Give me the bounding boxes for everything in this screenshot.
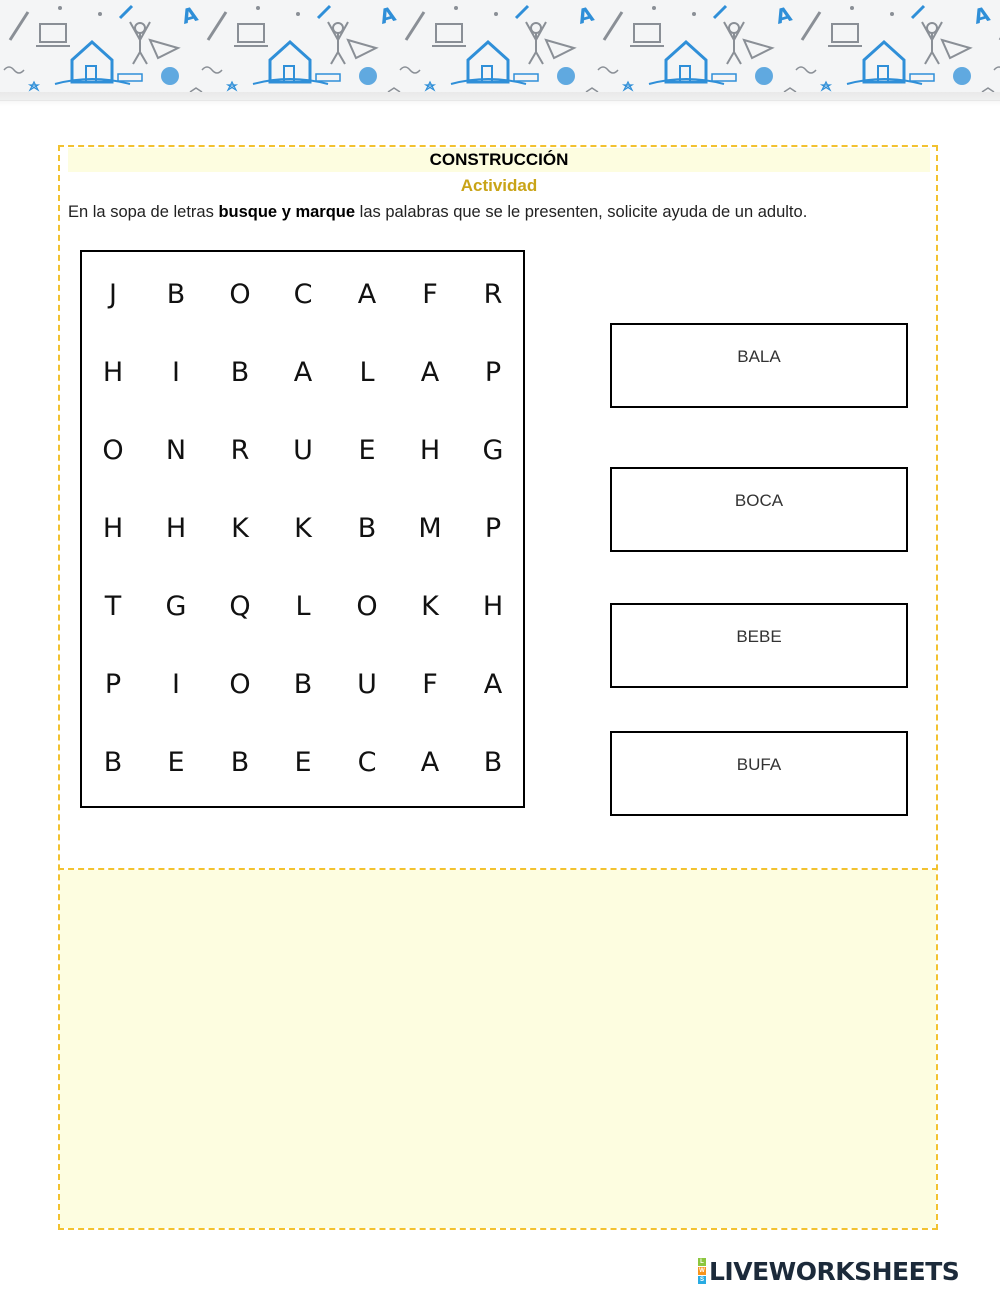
doodle-shape	[270, 42, 310, 82]
grid-row	[82, 490, 523, 568]
page-title: CONSTRUCCIÓN	[429, 150, 569, 169]
grid-letter[interactable]: U	[357, 669, 377, 700]
doodle-shape	[256, 6, 260, 10]
grid-letter[interactable]: K	[294, 513, 312, 544]
doodle-shape	[72, 42, 112, 82]
word-label: BUFA	[736, 755, 782, 774]
grid-letter[interactable]: I	[172, 669, 180, 700]
doodle-shape	[135, 23, 145, 33]
word-box-bala[interactable]	[610, 323, 908, 408]
grid-row	[82, 646, 523, 724]
grid-row	[82, 334, 523, 412]
grid-letter[interactable]: F	[422, 279, 438, 310]
grid-letter[interactable]: I	[172, 357, 180, 388]
doodle-shape	[333, 23, 343, 33]
logo-block-w: W	[699, 1268, 705, 1274]
grid-letter[interactable]: O	[356, 591, 378, 622]
doodle-shape	[130, 22, 150, 64]
grid-letter[interactable]: Q	[229, 591, 251, 622]
doodle-shape	[910, 74, 934, 81]
doodle-shape	[120, 6, 132, 18]
grid-letter[interactable]: M	[418, 513, 442, 544]
grid-letter[interactable]: B	[230, 747, 250, 778]
doodle-shape	[98, 12, 102, 16]
doodle-shape	[318, 6, 330, 18]
grid-letter[interactable]: O	[229, 279, 251, 310]
doodle-shape	[692, 12, 696, 16]
logo-block-l: L	[698, 1258, 706, 1266]
grid-letter[interactable]: P	[104, 669, 122, 700]
grid-letter[interactable]: H	[102, 513, 124, 544]
doodle-shape	[468, 42, 508, 82]
doodle-shape	[514, 74, 538, 81]
activity-subtitle: Actividad	[460, 176, 538, 195]
grid-letter[interactable]: A	[357, 279, 377, 310]
grid-row	[82, 412, 523, 490]
doodle-shape	[150, 40, 178, 58]
grid-letter[interactable]: N	[165, 435, 187, 466]
doodle-shape	[666, 42, 706, 82]
doodle-shape	[328, 22, 348, 64]
doodle-shape	[796, 67, 816, 73]
doodle-shape	[4, 67, 24, 73]
answer-area[interactable]	[60, 870, 936, 1228]
doodle-shape	[729, 23, 739, 33]
doodle-shape	[118, 74, 142, 81]
doodle-shape	[634, 24, 660, 42]
doodle-shape	[400, 67, 420, 73]
grid-letter[interactable]: A	[420, 357, 440, 388]
doodle-shape	[624, 82, 632, 90]
grid-letter[interactable]: H	[102, 357, 124, 388]
doodle-shape	[228, 82, 236, 90]
doodle-pattern-icon	[0, 0, 1000, 100]
doodle-shape	[712, 74, 736, 81]
logo-block-s: S	[699, 1277, 704, 1283]
grid-letter[interactable]: B	[230, 357, 250, 388]
grid-row	[82, 568, 523, 646]
grid-letter[interactable]: E	[358, 435, 376, 466]
grid-letter[interactable]: P	[484, 357, 502, 388]
instructions-text-start: En la sopa de letras	[68, 203, 219, 221]
grid-letter[interactable]: R	[230, 435, 250, 466]
grid-letter[interactable]: U	[293, 435, 313, 466]
instructions	[68, 200, 918, 224]
grid-letter[interactable]: T	[104, 591, 122, 622]
grid-letter[interactable]: R	[483, 279, 503, 310]
grid-letter[interactable]: B	[293, 669, 313, 700]
word-label: BALA	[737, 347, 781, 366]
grid-letter[interactable]: P	[484, 513, 502, 544]
word-box-boca[interactable]	[610, 467, 908, 552]
grid-letter[interactable]: L	[359, 357, 375, 388]
grid-letter[interactable]: A	[293, 357, 313, 388]
grid-letter[interactable]: J	[109, 279, 117, 310]
doodle-shape	[724, 22, 744, 64]
doodle-shape	[864, 42, 904, 82]
doodle-shape	[238, 24, 264, 42]
grid-letter[interactable]: O	[229, 669, 251, 700]
grid-letter[interactable]: C	[293, 279, 313, 310]
doodle-shape	[604, 12, 622, 40]
doodle-shape	[912, 6, 924, 18]
doodle-shape: A	[575, 1, 597, 29]
grid-letter[interactable]: H	[482, 591, 504, 622]
grid-letter[interactable]: K	[231, 513, 249, 544]
word-box-bebe[interactable]	[610, 603, 908, 688]
doodle-shape	[526, 22, 546, 64]
grid-row	[82, 724, 523, 802]
grid-letter[interactable]: L	[295, 591, 311, 622]
doodle-shape: A	[179, 1, 201, 29]
doodle-shape	[161, 67, 179, 85]
grid-letter[interactable]: E	[294, 747, 312, 778]
grid-letter[interactable]: B	[166, 279, 186, 310]
instructions-emphasis: busque y marque	[218, 203, 356, 221]
word-box-bufa[interactable]	[610, 731, 908, 816]
doodle-shape	[30, 82, 38, 90]
doodle-shape	[922, 22, 942, 64]
grid-letter[interactable]: C	[357, 747, 377, 778]
doodle-shape	[359, 67, 377, 85]
doodle-shape	[208, 12, 226, 40]
liveworksheets-logo	[698, 1255, 959, 1287]
doodle-shape	[850, 6, 854, 10]
banner-shadow	[0, 92, 1000, 106]
doodle-shape	[802, 12, 820, 40]
doodle-shape	[316, 74, 340, 81]
doodle-shape	[822, 82, 830, 90]
grid-letter[interactable]: B	[483, 747, 503, 778]
doodle-shape	[202, 67, 222, 73]
logo-text: LIVEWORKSHEETS	[709, 1256, 960, 1286]
grid-letter[interactable]: E	[167, 747, 185, 778]
grid-letter[interactable]: A	[420, 747, 440, 778]
doodle-shape	[953, 67, 971, 85]
doodle-shape	[454, 6, 458, 10]
doodle-shape	[557, 67, 575, 85]
grid-letter[interactable]: B	[103, 747, 123, 778]
doodle-shape	[755, 67, 773, 85]
grid-letter[interactable]: A	[483, 669, 503, 700]
grid-letter[interactable]: G	[165, 591, 187, 622]
doodle-shape	[942, 40, 970, 58]
grid-letter[interactable]: F	[422, 669, 438, 700]
grid-letter[interactable]: K	[421, 591, 439, 622]
school-doodle-banner	[0, 0, 1000, 101]
doodle-shape	[890, 12, 894, 16]
word-label: BEBE	[736, 627, 782, 646]
doodle-shape	[348, 40, 376, 58]
doodle-shape: A	[773, 1, 795, 29]
grid-letter[interactable]: H	[419, 435, 441, 466]
doodle-shape	[296, 12, 300, 16]
doodle-shape	[406, 12, 424, 40]
doodle-shape	[10, 12, 28, 40]
instructions-text-end: las palabras que se le presenten, solicite ayuda de un adulto.	[355, 203, 808, 221]
grid-letter[interactable]: O	[102, 435, 124, 466]
doodle-shape	[546, 40, 574, 58]
doodle-shape	[426, 82, 434, 90]
doodle-shape	[40, 24, 66, 42]
doodle-shape	[598, 67, 618, 73]
doodle-shape	[516, 6, 528, 18]
doodle-shape: A	[971, 1, 993, 29]
grid-row	[82, 256, 523, 334]
doodle-shape: A	[377, 1, 399, 29]
logo-blocks-icon	[698, 1258, 706, 1284]
word-label: BOCA	[734, 491, 784, 510]
grid-letter[interactable]: B	[357, 513, 377, 544]
grid-letter[interactable]: H	[165, 513, 187, 544]
doodle-shape	[652, 6, 656, 10]
doodle-shape	[58, 6, 62, 10]
doodle-shape	[714, 6, 726, 18]
word-search-grid[interactable]	[80, 250, 525, 808]
doodle-shape	[744, 40, 772, 58]
doodle-shape	[994, 67, 1000, 73]
doodle-shape	[531, 23, 541, 33]
doodle-shape	[494, 12, 498, 16]
doodle-shape	[436, 24, 462, 42]
doodle-shape	[927, 23, 937, 33]
grid-letter[interactable]: G	[482, 435, 504, 466]
doodle-shape	[832, 24, 858, 42]
